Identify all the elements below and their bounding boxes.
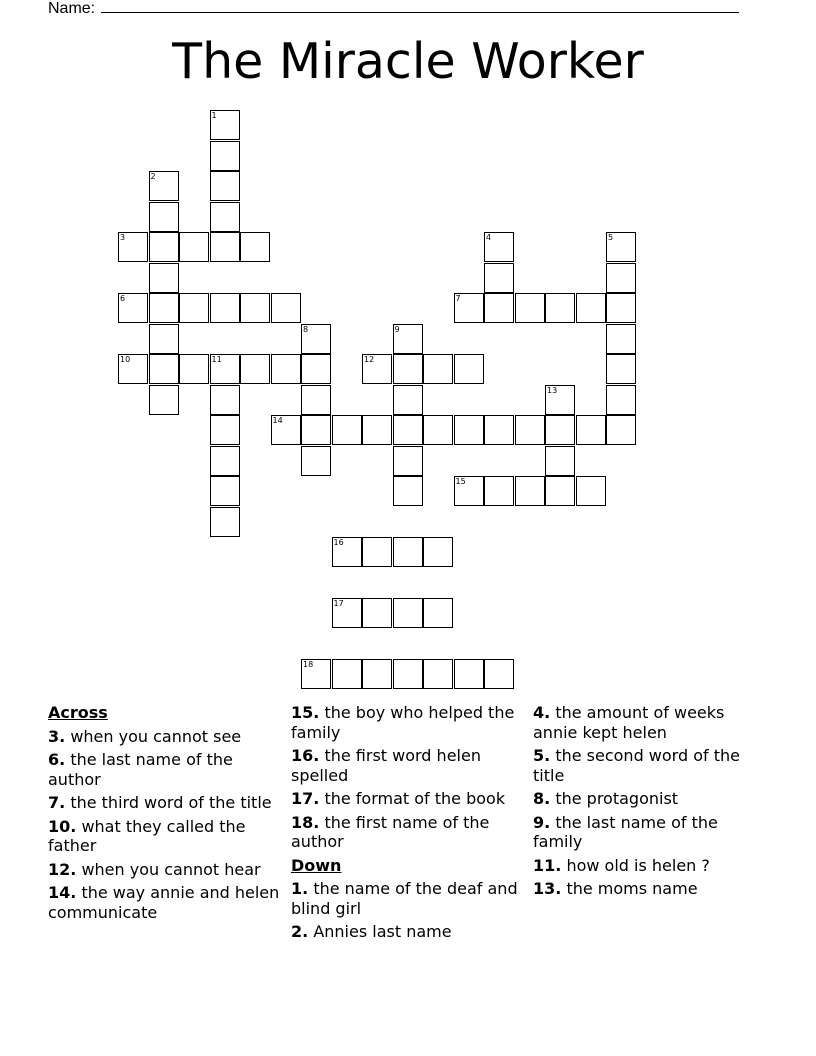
grid-cell[interactable] xyxy=(149,202,179,232)
clue-across-17: 17. the format of the book xyxy=(291,789,506,808)
grid-cell[interactable] xyxy=(423,415,453,445)
grid-cell[interactable] xyxy=(210,293,240,323)
grid-cell[interactable] xyxy=(545,385,575,415)
clue-down-13: 13. the moms name xyxy=(533,879,698,898)
grid-cell[interactable] xyxy=(606,354,636,384)
grid-cell[interactable] xyxy=(118,354,148,384)
grid-cell[interactable] xyxy=(301,354,331,384)
grid-cell[interactable] xyxy=(301,415,331,445)
grid-cell[interactable] xyxy=(210,171,240,201)
grid-cell[interactable] xyxy=(210,110,240,140)
clue-number: 7 xyxy=(455,294,461,303)
clue-across-7: 7. the third word of the title xyxy=(48,793,272,812)
clue-across-10: 10. what they called the father xyxy=(48,816,246,855)
clue-number: 10 xyxy=(120,355,131,364)
grid-cell[interactable] xyxy=(423,354,453,384)
grid-cell[interactable] xyxy=(515,476,545,506)
grid-cell[interactable] xyxy=(545,415,575,445)
grid-cell[interactable] xyxy=(301,446,331,476)
grid-cell[interactable] xyxy=(301,659,331,689)
grid-cell[interactable] xyxy=(393,415,423,445)
grid-cell[interactable] xyxy=(484,415,514,445)
name-label: Name: xyxy=(48,0,96,17)
grid-cell[interactable] xyxy=(545,476,575,506)
grid-cell[interactable] xyxy=(149,263,179,293)
grid-cell[interactable] xyxy=(423,598,453,628)
clue-number: 4 xyxy=(486,233,492,242)
grid-cell[interactable] xyxy=(240,293,270,323)
grid-cell[interactable] xyxy=(240,232,270,262)
clues-column-2 xyxy=(291,703,529,946)
clue-number: 6 xyxy=(120,294,126,303)
page-title: The Miracle Worker xyxy=(172,33,644,90)
grid-cell[interactable] xyxy=(423,537,453,567)
grid-cell[interactable] xyxy=(515,293,545,323)
clue-across-6: 6. the last name of the author xyxy=(48,750,233,789)
grid-cell[interactable] xyxy=(545,446,575,476)
clue-number: 14 xyxy=(272,416,283,425)
grid-cell[interactable] xyxy=(484,659,514,689)
grid-cell[interactable] xyxy=(210,232,240,262)
grid-cell[interactable] xyxy=(362,354,392,384)
clue-number: 1 xyxy=(211,111,217,120)
grid-cell[interactable] xyxy=(149,293,179,323)
grid-cell[interactable] xyxy=(210,446,240,476)
clue-down-9: 9. the last name of the family xyxy=(533,812,718,851)
grid-cell[interactable] xyxy=(301,324,331,354)
clue-number: 5 xyxy=(608,233,614,242)
grid-cell[interactable] xyxy=(149,385,179,415)
clue-number: 17 xyxy=(333,599,344,608)
grid-cell[interactable] xyxy=(393,446,423,476)
grid-cell[interactable] xyxy=(149,171,179,201)
grid-cell[interactable] xyxy=(179,232,209,262)
grid-cell[interactable] xyxy=(149,324,179,354)
clue-number: 15 xyxy=(455,477,466,486)
clue-down-5: 5. the second word of the title xyxy=(533,746,740,785)
grid-cell[interactable] xyxy=(210,476,240,506)
grid-cell[interactable] xyxy=(606,385,636,415)
grid-cell[interactable] xyxy=(301,385,331,415)
grid-cell[interactable] xyxy=(484,263,514,293)
grid-cell[interactable] xyxy=(271,293,301,323)
grid-cell[interactable] xyxy=(454,293,484,323)
grid-cell[interactable] xyxy=(179,293,209,323)
grid-cell[interactable] xyxy=(393,659,423,689)
clue-number: 13 xyxy=(547,385,558,395)
grid-cell[interactable] xyxy=(393,476,423,506)
clue-number: 8 xyxy=(303,324,309,334)
grid-cell[interactable] xyxy=(362,598,392,628)
down-heading: Down xyxy=(291,855,342,875)
grid-cell[interactable] xyxy=(271,415,301,445)
grid-cell[interactable] xyxy=(606,415,636,445)
grid-cell[interactable] xyxy=(271,354,301,384)
grid-cell[interactable] xyxy=(454,354,484,384)
grid-cell[interactable] xyxy=(332,659,362,689)
clue-down-8: 8. the protagonist xyxy=(533,789,679,808)
grid-cell[interactable] xyxy=(332,598,362,628)
grid-cell[interactable] xyxy=(393,598,423,628)
clue-across-15: 15. the boy who helped the family xyxy=(291,703,515,742)
grid-cell[interactable] xyxy=(454,659,484,689)
clues-column-3 xyxy=(533,703,771,903)
grid-cell[interactable] xyxy=(576,415,606,445)
grid-cell[interactable] xyxy=(149,354,179,384)
grid-cell[interactable] xyxy=(545,293,575,323)
grid-cell[interactable] xyxy=(210,415,240,445)
grid-cell[interactable] xyxy=(240,354,270,384)
grid-cell[interactable] xyxy=(210,507,240,537)
grid-cell[interactable] xyxy=(606,324,636,354)
clue-number: 12 xyxy=(364,355,375,364)
grid-cell[interactable] xyxy=(362,415,392,445)
clue-down-1: 1. the name of the deaf and blind girl xyxy=(291,879,518,918)
grid-cell[interactable] xyxy=(606,263,636,293)
across-heading: Across xyxy=(48,703,108,722)
clue-across-18: 18. the first name of the author xyxy=(291,812,490,851)
clues-column-1 xyxy=(48,703,286,926)
grid-cell[interactable] xyxy=(454,476,484,506)
grid-cell[interactable] xyxy=(423,659,453,689)
clue-number: 11 xyxy=(211,355,222,364)
clue-number: 3 xyxy=(120,233,126,242)
grid-cell[interactable] xyxy=(210,202,240,232)
grid-cell[interactable] xyxy=(149,232,179,262)
grid-cell[interactable] xyxy=(606,232,636,262)
grid-cell[interactable] xyxy=(484,293,514,323)
clue-number: 18 xyxy=(303,660,314,669)
grid-cell[interactable] xyxy=(484,476,514,506)
clue-down-11: 11. how old is helen ? xyxy=(533,855,710,875)
grid-cell[interactable] xyxy=(332,415,362,445)
grid-cell[interactable] xyxy=(393,385,423,415)
grid-cell[interactable] xyxy=(515,415,545,445)
grid-cell[interactable] xyxy=(484,232,514,262)
grid-cell[interactable] xyxy=(606,293,636,323)
clue-down-2: 2. Annies last name xyxy=(291,922,452,941)
grid-cell[interactable] xyxy=(118,232,148,262)
clue-number: 9 xyxy=(394,324,400,334)
clue-across-3: 3. when you cannot see xyxy=(48,726,242,746)
clue-number: 16 xyxy=(333,538,344,547)
grid-cell[interactable] xyxy=(332,537,362,567)
clue-across-14: 14. the way annie and helen communicate xyxy=(48,883,280,922)
grid-cell[interactable] xyxy=(210,385,240,415)
grid-cell[interactable] xyxy=(454,415,484,445)
grid-cell[interactable] xyxy=(576,293,606,323)
grid-cell[interactable] xyxy=(118,293,148,323)
grid-cell[interactable] xyxy=(362,659,392,689)
grid-cell[interactable] xyxy=(179,354,209,384)
grid-cell[interactable] xyxy=(393,324,423,354)
grid-cell[interactable] xyxy=(362,537,392,567)
clue-number: 2 xyxy=(150,172,156,181)
clue-down-4: 4. the amount of weeks annie kept helen xyxy=(533,703,725,742)
grid-cell[interactable] xyxy=(210,354,240,384)
clue-across-12: 12. when you cannot hear xyxy=(48,859,261,879)
grid-cell[interactable] xyxy=(210,141,240,171)
grid-cell[interactable] xyxy=(393,537,423,567)
grid-cell[interactable] xyxy=(393,354,423,384)
grid-cell[interactable] xyxy=(576,476,606,506)
clue-across-16: 16. the first word helen spelled xyxy=(291,746,481,785)
